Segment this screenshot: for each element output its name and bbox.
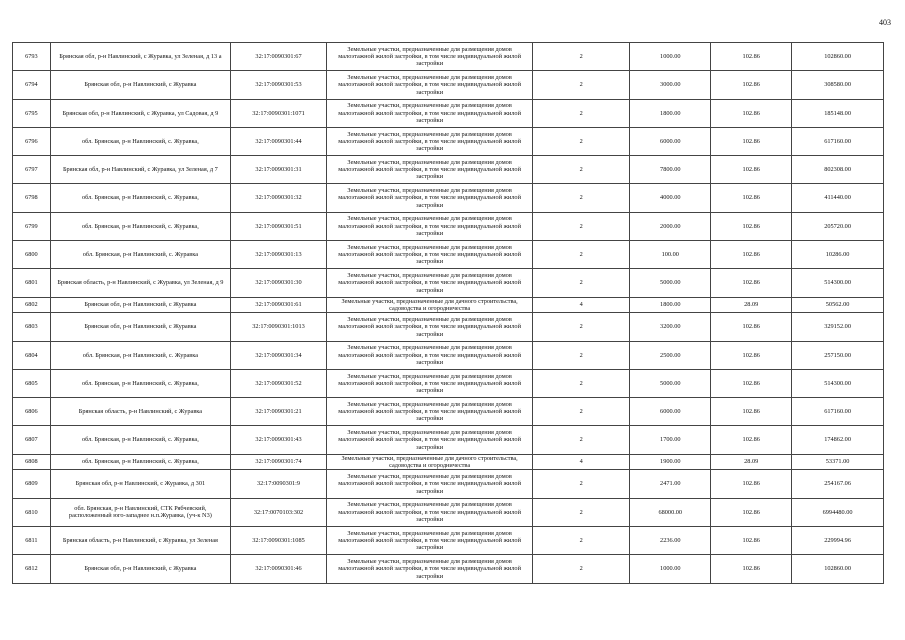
row-number: 6796 [13,127,51,155]
cadastral-number-cell: 32:17:0090301:30 [231,269,327,297]
cadastral-number-cell: 32:17:0090301:52 [231,369,327,397]
land-use-category-cell: Земельные участки, предназначенные для размещения домов малоэтажной жилой застройки, в том числе индивидуальной жилой застройки [327,555,533,583]
land-use-category-cell: Земельные участки, предназначенные для размещения домов малоэтажной жилой застройки, в том числе индивидуальной жилой застройки [327,241,533,269]
cadastral-number-cell: 32:17:0090301:1085 [231,526,327,554]
address-cell: Брянская область, р-н Навлинский, с Журавка, ул Зеленая [50,526,230,554]
land-use-category-cell: Земельные участки, предназначенные для размещения домов малоэтажной жилой застройки, в том числе индивидуальной жилой застройки [327,470,533,498]
use-group-cell: 2 [533,498,630,526]
table-row [13,99,884,127]
specific-value-cell: 102.86 [711,313,792,341]
area-cell: 4000.00 [630,184,711,212]
specific-value-cell: 102.86 [711,43,792,71]
cadastral-value-cell: 802308.00 [792,156,884,184]
cadastral-number-cell: 32:17:0090301:74 [231,454,327,470]
cadastral-value-cell: 10286.00 [792,241,884,269]
area-cell: 7800.00 [630,156,711,184]
table-row [13,43,884,71]
specific-value-cell: 102.86 [711,470,792,498]
use-group-cell: 4 [533,297,630,313]
cadastral-number-cell: 32:17:0090301:34 [231,341,327,369]
table-row [13,426,884,454]
use-group-cell: 2 [533,426,630,454]
address-cell: Брянская обл, р-н Навлинский, с Журавка [50,555,230,583]
cadastral-number-cell: 32:17:0090301:53 [231,71,327,99]
use-group-cell: 2 [533,555,630,583]
table-row [13,71,884,99]
table-row [13,398,884,426]
specific-value-cell: 102.86 [711,156,792,184]
land-use-category-cell: Земельные участки, предназначенные для размещения домов малоэтажной жилой застройки, в том числе индивидуальной жилой застройки [327,43,533,71]
land-use-category-cell: Земельные участки, предназначенные для размещения домов малоэтажной жилой застройки, в том числе индивидуальной жилой застройки [327,156,533,184]
area-cell: 1700.00 [630,426,711,454]
area-cell: 2471.00 [630,470,711,498]
table-row [13,498,884,526]
cadastral-number-cell: 32:17:0090301:21 [231,398,327,426]
table-row [13,269,884,297]
use-group-cell: 2 [533,269,630,297]
area-cell: 1000.00 [630,555,711,583]
row-number: 6795 [13,99,51,127]
land-use-category-cell: Земельные участки, предназначенные для размещения домов малоэтажной жилой застройки, в том числе индивидуальной жилой застройки [327,212,533,240]
address-cell: Брянская обл, р-н Навлинский, с Журавка [50,313,230,341]
use-group-cell: 2 [533,184,630,212]
land-use-category-cell: Земельные участки, предназначенные для размещения домов малоэтажной жилой застройки, в том числе индивидуальной жилой застройки [327,71,533,99]
table-row [13,555,884,583]
table-row [13,526,884,554]
use-group-cell: 2 [533,341,630,369]
row-number: 6809 [13,470,51,498]
area-cell: 6000.00 [630,398,711,426]
row-number: 6800 [13,241,51,269]
address-cell: Брянская область, р-н Навлинский, с Журавка, ул Зеленая, д 9 [50,269,230,297]
page-number: 403 [879,18,891,27]
cadastral-value-cell: 411440.00 [792,184,884,212]
specific-value-cell: 102.86 [711,426,792,454]
cadastral-number-cell: 32:17:0090301:51 [231,212,327,240]
area-cell: 5000.00 [630,369,711,397]
specific-value-cell: 102.86 [711,99,792,127]
area-cell: 6000.00 [630,127,711,155]
table-row [13,369,884,397]
land-use-category-cell: Земельные участки, предназначенные для размещения домов малоэтажной жилой застройки, в том числе индивидуальной жилой застройки [327,398,533,426]
address-cell: обл. Брянская, р-н Навлинский, с. Журавка, [50,184,230,212]
table-row [13,156,884,184]
area-cell: 1900.00 [630,454,711,470]
cadastral-number-cell: 32:17:0090301:32 [231,184,327,212]
area-cell: 2000.00 [630,212,711,240]
specific-value-cell: 102.86 [711,526,792,554]
table-row [13,212,884,240]
table-row [13,241,884,269]
address-cell: обл. Брянская, р-н Навлинский, с. Журавка, [50,454,230,470]
address-cell: Брянская обл, р-н Навлинский, с Журавка [50,297,230,313]
land-use-category-cell: Земельные участки, предназначенные для размещения домов малоэтажной жилой застройки, в том числе индивидуальной жилой застройки [327,498,533,526]
table-row [13,297,884,313]
specific-value-cell: 28.09 [711,454,792,470]
use-group-cell: 2 [533,127,630,155]
address-cell: обл. Брянская, р-н Навлинский, с. Журавка, [50,426,230,454]
specific-value-cell: 102.86 [711,241,792,269]
use-group-cell: 2 [533,241,630,269]
area-cell: 5000.00 [630,269,711,297]
address-cell: Брянская обл, р-н Навлинский, с Журавка, д 301 [50,470,230,498]
land-use-category-cell: Земельные участки, предназначенные для размещения домов малоэтажной жилой застройки, в том числе индивидуальной жилой застройки [327,127,533,155]
specific-value-cell: 102.86 [711,398,792,426]
use-group-cell: 4 [533,454,630,470]
area-cell: 1800.00 [630,99,711,127]
cadastral-number-cell: 32:17:0090301:1013 [231,313,327,341]
cadastral-value-cell: 514300.00 [792,369,884,397]
specific-value-cell: 102.86 [711,498,792,526]
cadastral-number-cell: 32:17:0090301:44 [231,127,327,155]
cadastral-number-cell: 32:17:0090301:67 [231,43,327,71]
address-cell: Брянская обл, р-н Навлинский, с Журавка, ул Зеленая, д 7 [50,156,230,184]
land-use-category-cell: Земельные участки, предназначенные для размещения домов малоэтажной жилой застройки, в том числе индивидуальной жилой застройки [327,99,533,127]
use-group-cell: 2 [533,313,630,341]
cadastral-number-cell: 32:17:0070103:302 [231,498,327,526]
row-number: 6799 [13,212,51,240]
area-cell: 1000.00 [630,43,711,71]
row-number: 6812 [13,555,51,583]
cadastral-value-cell: 185148.00 [792,99,884,127]
cadastral-value-cell: 254167.06 [792,470,884,498]
row-number: 6797 [13,156,51,184]
table-row [13,454,884,470]
row-number: 6803 [13,313,51,341]
address-cell: обл. Брянская, р-н Навлинский, с. Журавка, [50,212,230,240]
land-use-category-cell: Земельные участки, предназначенные для размещения домов малоэтажной жилой застройки, в том числе индивидуальной жилой застройки [327,426,533,454]
address-cell: обл. Брянская, р-н Навлинский, с. Журавка, [50,369,230,397]
row-number: 6810 [13,498,51,526]
use-group-cell: 2 [533,398,630,426]
area-cell: 3200.00 [630,313,711,341]
specific-value-cell: 28.09 [711,297,792,313]
address-cell: Брянская обл, р-н Навлинский, с Журавка, ул Садовая, д 9 [50,99,230,127]
use-group-cell: 2 [533,526,630,554]
table-row [13,313,884,341]
land-use-category-cell: Земельные участки, предназначенные для размещения домов малоэтажной жилой застройки, в том числе индивидуальной жилой застройки [327,313,533,341]
cadastral-value-cell: 6994480.00 [792,498,884,526]
table-row [13,341,884,369]
address-cell: Брянская область, р-н Навлинский, с Журавка [50,398,230,426]
land-use-category-cell: Земельные участки, предназначенные для размещения домов малоэтажной жилой застройки, в том числе индивидуальной жилой застройки [327,184,533,212]
cadastral-number-cell: 32:17:0090301:43 [231,426,327,454]
row-number: 6811 [13,526,51,554]
cadastral-value-cell: 205720.00 [792,212,884,240]
use-group-cell: 2 [533,470,630,498]
cadastral-value-cell: 617160.00 [792,398,884,426]
area-cell: 2236.00 [630,526,711,554]
area-cell: 3000.00 [630,71,711,99]
specific-value-cell: 102.86 [711,369,792,397]
area-cell: 2500.00 [630,341,711,369]
table-row [13,184,884,212]
address-cell: обл. Брянская, р-н Навлинский, с. Журавка [50,341,230,369]
land-use-category-cell: Земельные участки, предназначенные для дачного строительства, садоводства и огородничества [327,297,533,313]
use-group-cell: 2 [533,212,630,240]
cadastral-number-cell: 32:17:0090301:31 [231,156,327,184]
table-row [13,470,884,498]
address-cell: обл. Брянская, р-н Навлинский, СТК Рябчевский, расположенный юго-западнее н.п.Журавка, (уч-к N3) [50,498,230,526]
address-cell: обл. Брянская, р-н Навлинский, с. Журавка, [50,127,230,155]
row-number: 6801 [13,269,51,297]
row-number: 6807 [13,426,51,454]
row-number: 6793 [13,43,51,71]
use-group-cell: 2 [533,369,630,397]
row-number: 6802 [13,297,51,313]
land-use-category-cell: Земельные участки, предназначенные для размещения домов малоэтажной жилой застройки, в том числе индивидуальной жилой застройки [327,341,533,369]
area-cell: 1800.00 [630,297,711,313]
cadastral-value-cell: 617160.00 [792,127,884,155]
cadastral-value-cell: 102860.00 [792,43,884,71]
specific-value-cell: 102.86 [711,341,792,369]
use-group-cell: 2 [533,43,630,71]
row-number: 6798 [13,184,51,212]
specific-value-cell: 102.86 [711,184,792,212]
row-number: 6804 [13,341,51,369]
cadastral-value-cell: 53371.00 [792,454,884,470]
row-number: 6806 [13,398,51,426]
cadastral-value-cell: 174862.00 [792,426,884,454]
use-group-cell: 2 [533,99,630,127]
row-number: 6808 [13,454,51,470]
row-number: 6794 [13,71,51,99]
cadastral-value-cell: 257150.00 [792,341,884,369]
specific-value-cell: 102.86 [711,127,792,155]
use-group-cell: 2 [533,156,630,184]
cadastral-value-cell: 329152.00 [792,313,884,341]
use-group-cell: 2 [533,71,630,99]
cadastral-value-cell: 308580.00 [792,71,884,99]
cadastral-value-cell: 102860.00 [792,555,884,583]
area-cell: 68000.00 [630,498,711,526]
specific-value-cell: 102.86 [711,269,792,297]
cadastral-number-cell: 32:17:0090301:1071 [231,99,327,127]
cadastral-value-cell: 229994.96 [792,526,884,554]
specific-value-cell: 102.86 [711,555,792,583]
table-body [13,43,884,584]
cadastral-number-cell: 32:17:0090301:9 [231,470,327,498]
land-use-category-cell: Земельные участки, предназначенные для размещения домов малоэтажной жилой застройки, в том числе индивидуальной жилой застройки [327,526,533,554]
land-use-category-cell: Земельные участки, предназначенные для размещения домов малоэтажной жилой застройки, в том числе индивидуальной жилой застройки [327,369,533,397]
table-row [13,127,884,155]
specific-value-cell: 102.86 [711,71,792,99]
address-cell: Брянская обл, р-н Навлинский, с Журавка [50,71,230,99]
row-number: 6805 [13,369,51,397]
cadastral-value-table [12,42,884,584]
address-cell: обл. Брянская, р-н Навлинский, с. Журавка [50,241,230,269]
address-cell: Брянская обл, р-н Навлинский, с Журавка, ул Зеленая, д 13 а [50,43,230,71]
cadastral-number-cell: 32:17:0090301:46 [231,555,327,583]
land-use-category-cell: Земельные участки, предназначенные для дачного строительства, садоводства и огородничества [327,454,533,470]
cadastral-number-cell: 32:17:0090301:61 [231,297,327,313]
specific-value-cell: 102.86 [711,212,792,240]
cadastral-number-cell: 32:17:0090301:13 [231,241,327,269]
cadastral-value-cell: 50562.00 [792,297,884,313]
land-use-category-cell: Земельные участки, предназначенные для размещения домов малоэтажной жилой застройки, в том числе индивидуальной жилой застройки [327,269,533,297]
cadastral-value-cell: 514300.00 [792,269,884,297]
area-cell: 100.00 [630,241,711,269]
